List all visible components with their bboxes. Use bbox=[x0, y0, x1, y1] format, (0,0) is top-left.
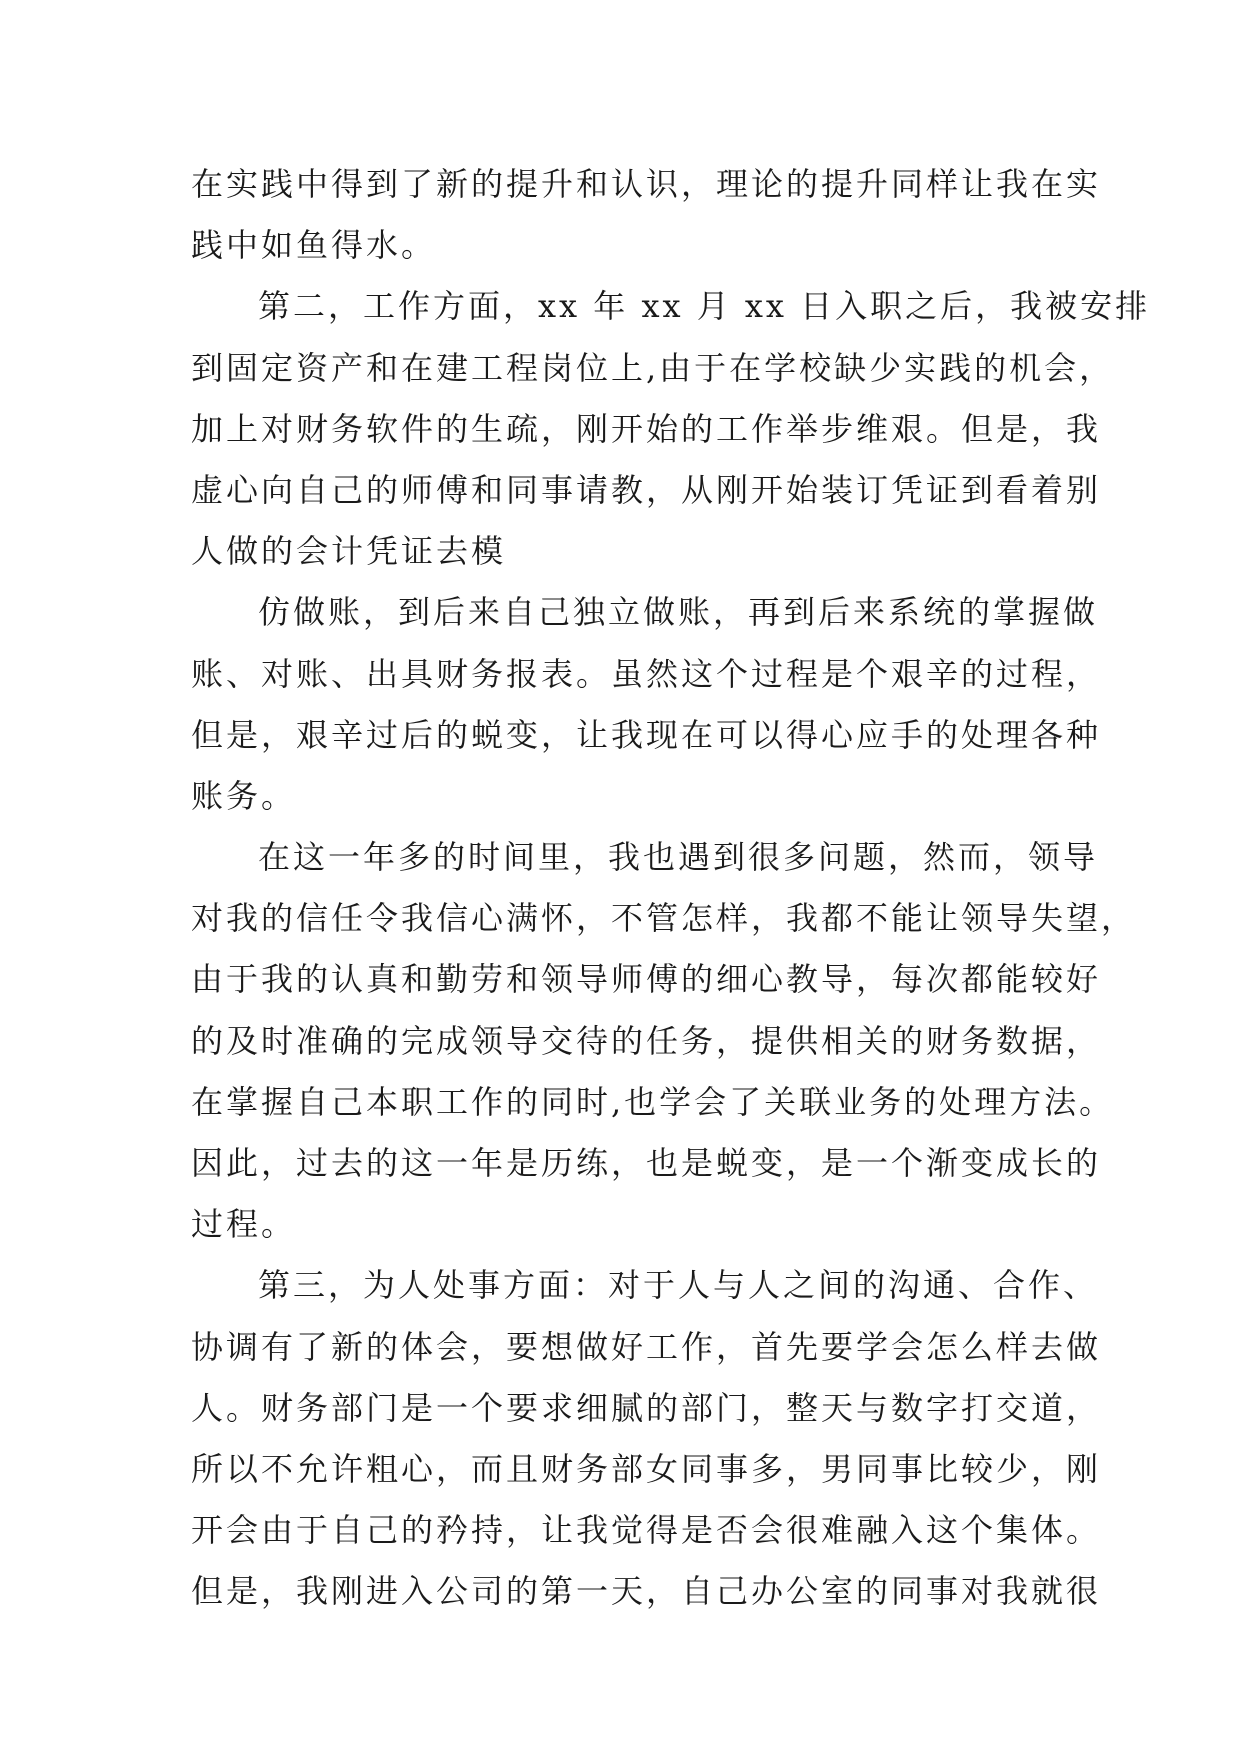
text-line: 开会由于自己的矜持，让我觉得是否会很难融入这个集体。 bbox=[191, 1511, 1102, 1550]
text-line: 的及时准确的完成领导交待的任务，提供相关的财务数据， bbox=[191, 1021, 1102, 1060]
text-line: 第二，工作方面，xx 年 xx 月 xx 日入职之后，我被安排 bbox=[258, 287, 1151, 326]
text-line: 仿做账，到后来自己独立做账，再到后来系统的掌握做 bbox=[258, 593, 1099, 632]
text-line: 在这一年多的时间里，我也遇到很多问题，然而，领导 bbox=[258, 838, 1099, 877]
text-line: 过程。 bbox=[191, 1205, 297, 1244]
body-text bbox=[191, 154, 1151, 1623]
text-line: 对我的信任令我信心满怀，不管怎样，我都不能让领导失望， bbox=[191, 899, 1137, 938]
text-line: 协调有了新的体会，要想做好工作，首先要学会怎么样去做 bbox=[191, 1327, 1102, 1366]
text-line: 但是，艰辛过后的蜕变，让我现在可以得心应手的处理各种 bbox=[191, 715, 1102, 754]
text-line: 但是，我刚进入公司的第一天，自己办公室的同事对我就很 bbox=[191, 1572, 1102, 1611]
text-line: 加上对财务软件的生疏，刚开始的工作举步维艰。但是，我 bbox=[191, 409, 1102, 448]
text-line: 践中如鱼得水。 bbox=[191, 226, 437, 265]
text-line: 账、对账、出具财务报表。虽然这个过程是个艰辛的过程， bbox=[191, 654, 1102, 693]
text-line: 因此，过去的这一年是历练，也是蜕变，是一个渐变成长的 bbox=[191, 1144, 1102, 1182]
text-line: 在掌握自己本职工作的同时,也学会了关联业务的处理方法。 bbox=[191, 1082, 1115, 1121]
text-line: 在实践中得到了新的提升和认识，理论的提升同样让我在实 bbox=[191, 165, 1102, 203]
text-line: 第三，为人处事方面：对于人与人之间的沟通、合作、 bbox=[258, 1266, 1099, 1305]
text-line: 由于我的认真和勤劳和领导师傅的细心教导，每次都能较好 bbox=[191, 960, 1102, 999]
text-line: 虚心向自己的师傅和同事请教，从刚开始装订凭证到看着别 bbox=[191, 470, 1102, 509]
text-line: 人做的会计凭证去模 bbox=[191, 532, 507, 571]
text-line: 人。财务部门是一个要求细腻的部门，整天与数字打交道， bbox=[191, 1388, 1102, 1427]
text-line: 所以不允许粗心，而且财务部女同事多，男同事比较少，刚 bbox=[191, 1449, 1102, 1488]
text-line: 到固定资产和在建工程岗位上,由于在学校缺少实践的机会， bbox=[191, 348, 1115, 387]
text-line: 账务。 bbox=[191, 776, 297, 815]
